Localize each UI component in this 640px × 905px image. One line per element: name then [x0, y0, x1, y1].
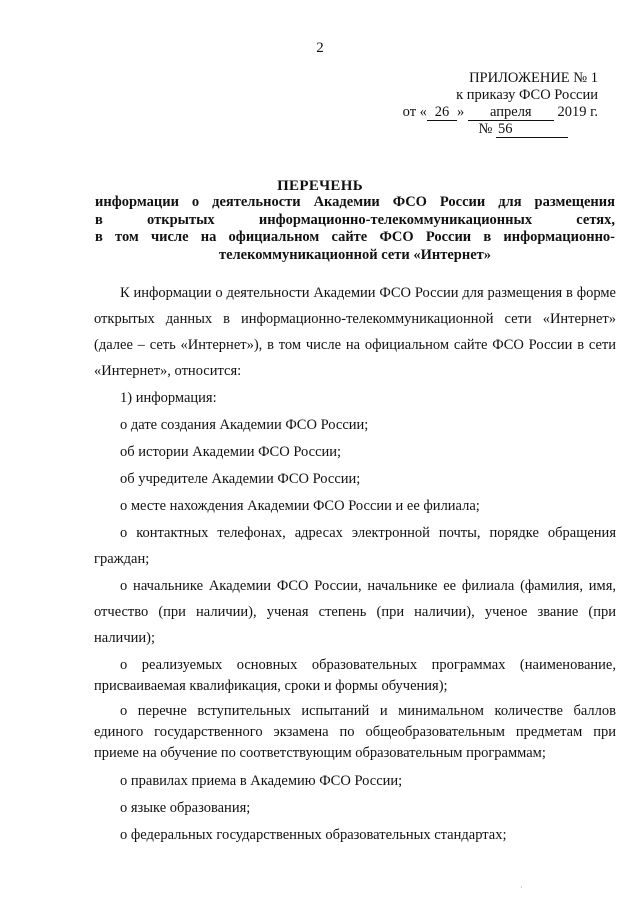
list-item: о языке образования; [120, 800, 251, 816]
list-item: об истории Академии ФСО России; [120, 444, 342, 460]
subtitle-line: в открытых информационно-телекоммуникационных сетях, [95, 211, 615, 228]
appendix-block [398, 70, 598, 138]
list-item: о начальнике Академии ФСО России, начальнике ее филиала (фамилия, имя, отчество (при наличии), ученая степень (при наличии), ученое звание (при наличии); [94, 578, 616, 646]
subtitle-line: телекоммуникационной сети «Интернет» [218, 246, 492, 263]
order-number: 56 [496, 122, 568, 138]
order-day: 26 [427, 105, 457, 121]
list-item: о контактных телефонах, адресах электронной почты, порядке обращения граждан; [94, 525, 616, 567]
scan-mark: · [520, 883, 523, 892]
order-reference: к приказу ФСО России [456, 87, 598, 103]
list-item: об учредителе Академии ФСО России; [120, 471, 361, 487]
document-body [94, 280, 616, 849]
date-prefix: от « [402, 104, 427, 120]
list-item: о правилах приема в Академию ФСО России; [120, 773, 403, 789]
number-sign: № [478, 121, 493, 137]
order-year: 2019 г. [557, 104, 598, 120]
list-item: о перечне вступительных испытаний и минимальном количестве баллов единого государственного экзамена по общеобразовательным предметам при приеме на обучение по соответствующим образовательным программам; [94, 703, 616, 761]
subtitle-line: информации о деятельности Академии ФСО России для размещения [95, 194, 615, 210]
order-date [398, 104, 598, 121]
document-subtitle [95, 194, 615, 264]
appendix-title: ПРИЛОЖЕНИЕ № 1 [469, 70, 598, 86]
subtitle-line: в том числе на официальном сайте ФСО России в информационно- [95, 229, 615, 245]
order-number-line [398, 121, 598, 138]
intro-paragraph: К информации о деятельности Академии ФСО России для размещения в форме открытых данных в информационно-телекоммуникационной сети «Интернет» (далее – сеть «Интернет»), в том числе на официальном сайте ФСО России в сети «Интернет», относится: [94, 285, 616, 379]
list-item: о дате создания Академии ФСО России; [120, 417, 369, 433]
list-item: о месте нахождения Академии ФСО России и ее филиала; [120, 498, 480, 514]
page-number: 2 [316, 40, 324, 56]
list-item: о федеральных государственных образовательных стандартах; [120, 827, 507, 843]
document-title: ПЕРЕЧЕНЬ [277, 178, 363, 194]
list-item: о реализуемых основных образовательных программах (наименование, присваиваемая квалификация, сроки и формы обучения); [94, 657, 616, 694]
date-mid: » [456, 104, 465, 120]
item-heading: 1) информация: [120, 390, 217, 406]
order-month: апреля [468, 105, 554, 121]
